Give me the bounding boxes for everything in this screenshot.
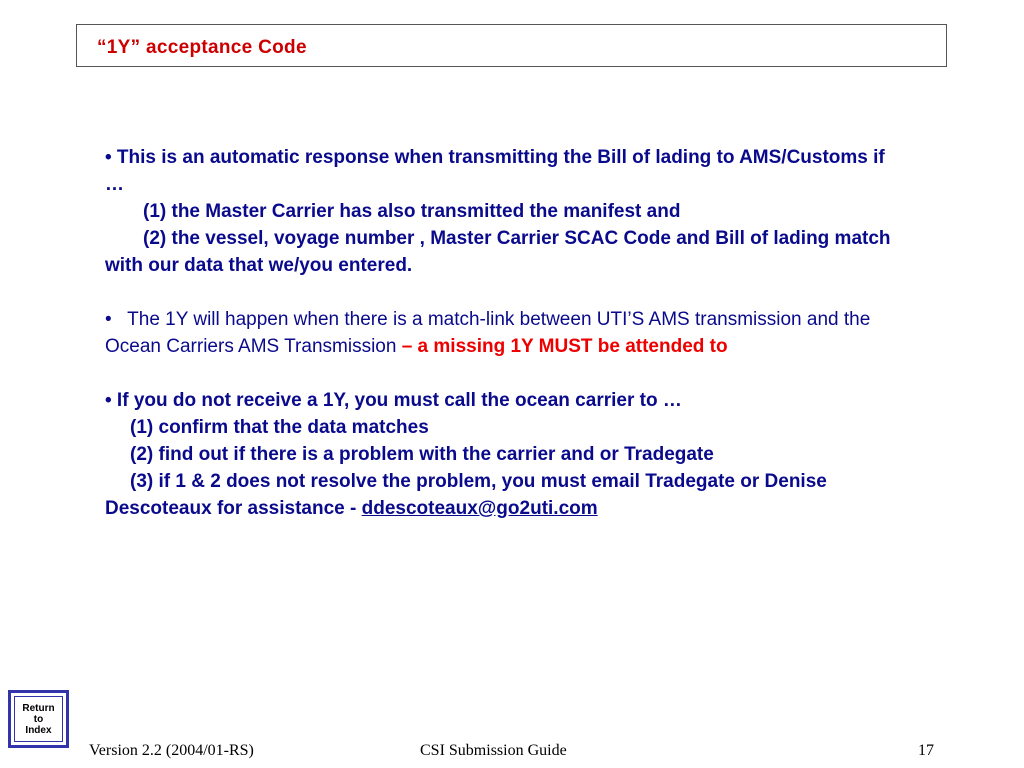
footer-page-number: 17 (918, 742, 934, 759)
p2-warning: – a missing 1Y MUST be attended to (401, 336, 728, 357)
footer-guide-title: CSI Submission Guide (420, 742, 567, 759)
p3-item3: (3) if 1 & 2 does not resolve the problem, you must email Tradegate or Denise Descoteaux for assistance - ddescoteaux@go2uti.com (105, 471, 827, 519)
p1-item2: (2) the vessel, voyage number , Master Carrier SCAC Code and Bill of lading match with our data that we/you entered. (105, 228, 891, 276)
return-to-index-label: Return to Index (14, 696, 63, 742)
bullet-icon: • (105, 390, 112, 411)
paragraph-match-link (105, 306, 905, 360)
slide-content (105, 144, 905, 522)
p1-intro: This is an automatic response when transmitting the Bill of lading to AMS/Customs if … (105, 147, 885, 195)
title-box (76, 24, 947, 67)
p2-text: The 1Y will happen when there is a match-link between UTI’S AMS transmission and the Ocean Carriers AMS Transmission (105, 309, 876, 357)
slide-title: “1Y” acceptance Code (97, 37, 307, 58)
p3-item2: (2) find out if there is a problem with the carrier and or Tradegate (130, 444, 714, 465)
paragraph-automatic-response (105, 144, 905, 198)
p1-item1: (1) the Master Carrier has also transmitted the manifest and (143, 201, 681, 222)
email-link[interactable]: ddescoteaux@go2uti.com (361, 498, 598, 519)
footer-version: Version 2.2 (2004/01-RS) (89, 742, 254, 759)
bullet-icon: • (105, 147, 112, 168)
p3-item1: (1) confirm that the data matches (130, 417, 429, 438)
return-to-index-button[interactable] (8, 690, 69, 748)
bullet-icon: • (105, 309, 112, 330)
paragraph-missing-1y (105, 387, 905, 414)
p3-intro: If you do not receive a 1Y, you must call the ocean carrier to … (111, 390, 682, 411)
